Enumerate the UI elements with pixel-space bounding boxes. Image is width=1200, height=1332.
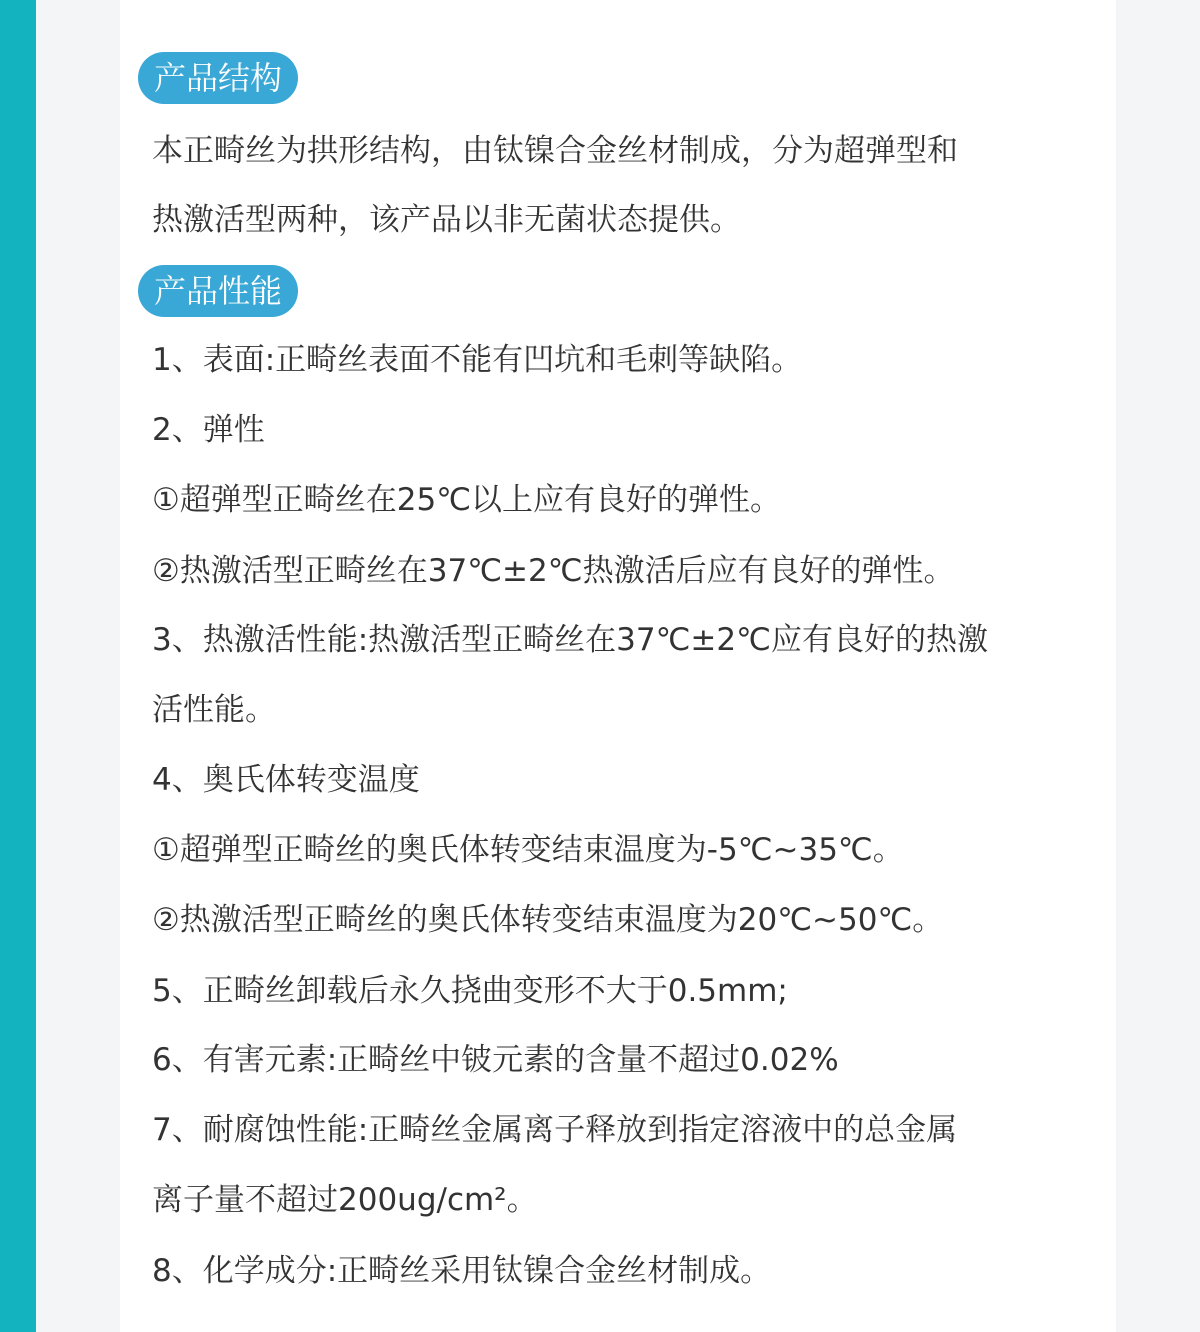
- structure-line-1: 本正畸丝为拱形结构，由钛镍合金丝材制成，分为超弹型和: [152, 133, 958, 169]
- section-heading-performance: 产品性能: [138, 265, 298, 317]
- performance-line-13: 离子量不超过200ug/cm²。: [152, 1182, 538, 1218]
- performance-line-5: 3、热激活性能:热激活型正畸丝在37℃±2℃应有良好的热激: [152, 622, 988, 658]
- structure-line-2: 热激活型两种，该产品以非无菌状态提供。: [152, 202, 741, 238]
- left-accent-band: [0, 0, 36, 1332]
- performance-line-1: 1、表面:正畸丝表面不能有凹坑和毛刺等缺陷。: [152, 342, 803, 378]
- section-heading-structure: 产品结构: [138, 52, 298, 104]
- performance-line-12: 7、耐腐蚀性能:正畸丝金属离子释放到指定溶液中的总金属: [152, 1112, 958, 1148]
- performance-line-6: 活性能。: [152, 692, 276, 728]
- performance-line-3: ①超弹型正畸丝在25℃以上应有良好的弹性。: [152, 482, 782, 518]
- performance-line-8: ①超弹型正畸丝的奥氏体转变结束温度为-5℃~35℃。: [152, 832, 904, 868]
- performance-line-11: 6、有害元素:正畸丝中铍元素的含量不超过0.02%: [152, 1042, 839, 1078]
- performance-line-14: 8、化学成分:正畸丝采用钛镍合金丝材制成。: [152, 1253, 772, 1289]
- performance-line-7: 4、奥氏体转变温度: [152, 762, 420, 798]
- performance-line-10: 5、正畸丝卸载后永久挠曲变形不大于0.5mm;: [152, 973, 788, 1009]
- performance-line-9: ②热激活型正畸丝的奥氏体转变结束温度为20℃~50℃。: [152, 902, 944, 938]
- performance-line-4: ②热激活型正畸丝在37℃±2℃热激活后应有良好的弹性。: [152, 553, 955, 589]
- performance-line-2: 2、弹性: [152, 412, 265, 448]
